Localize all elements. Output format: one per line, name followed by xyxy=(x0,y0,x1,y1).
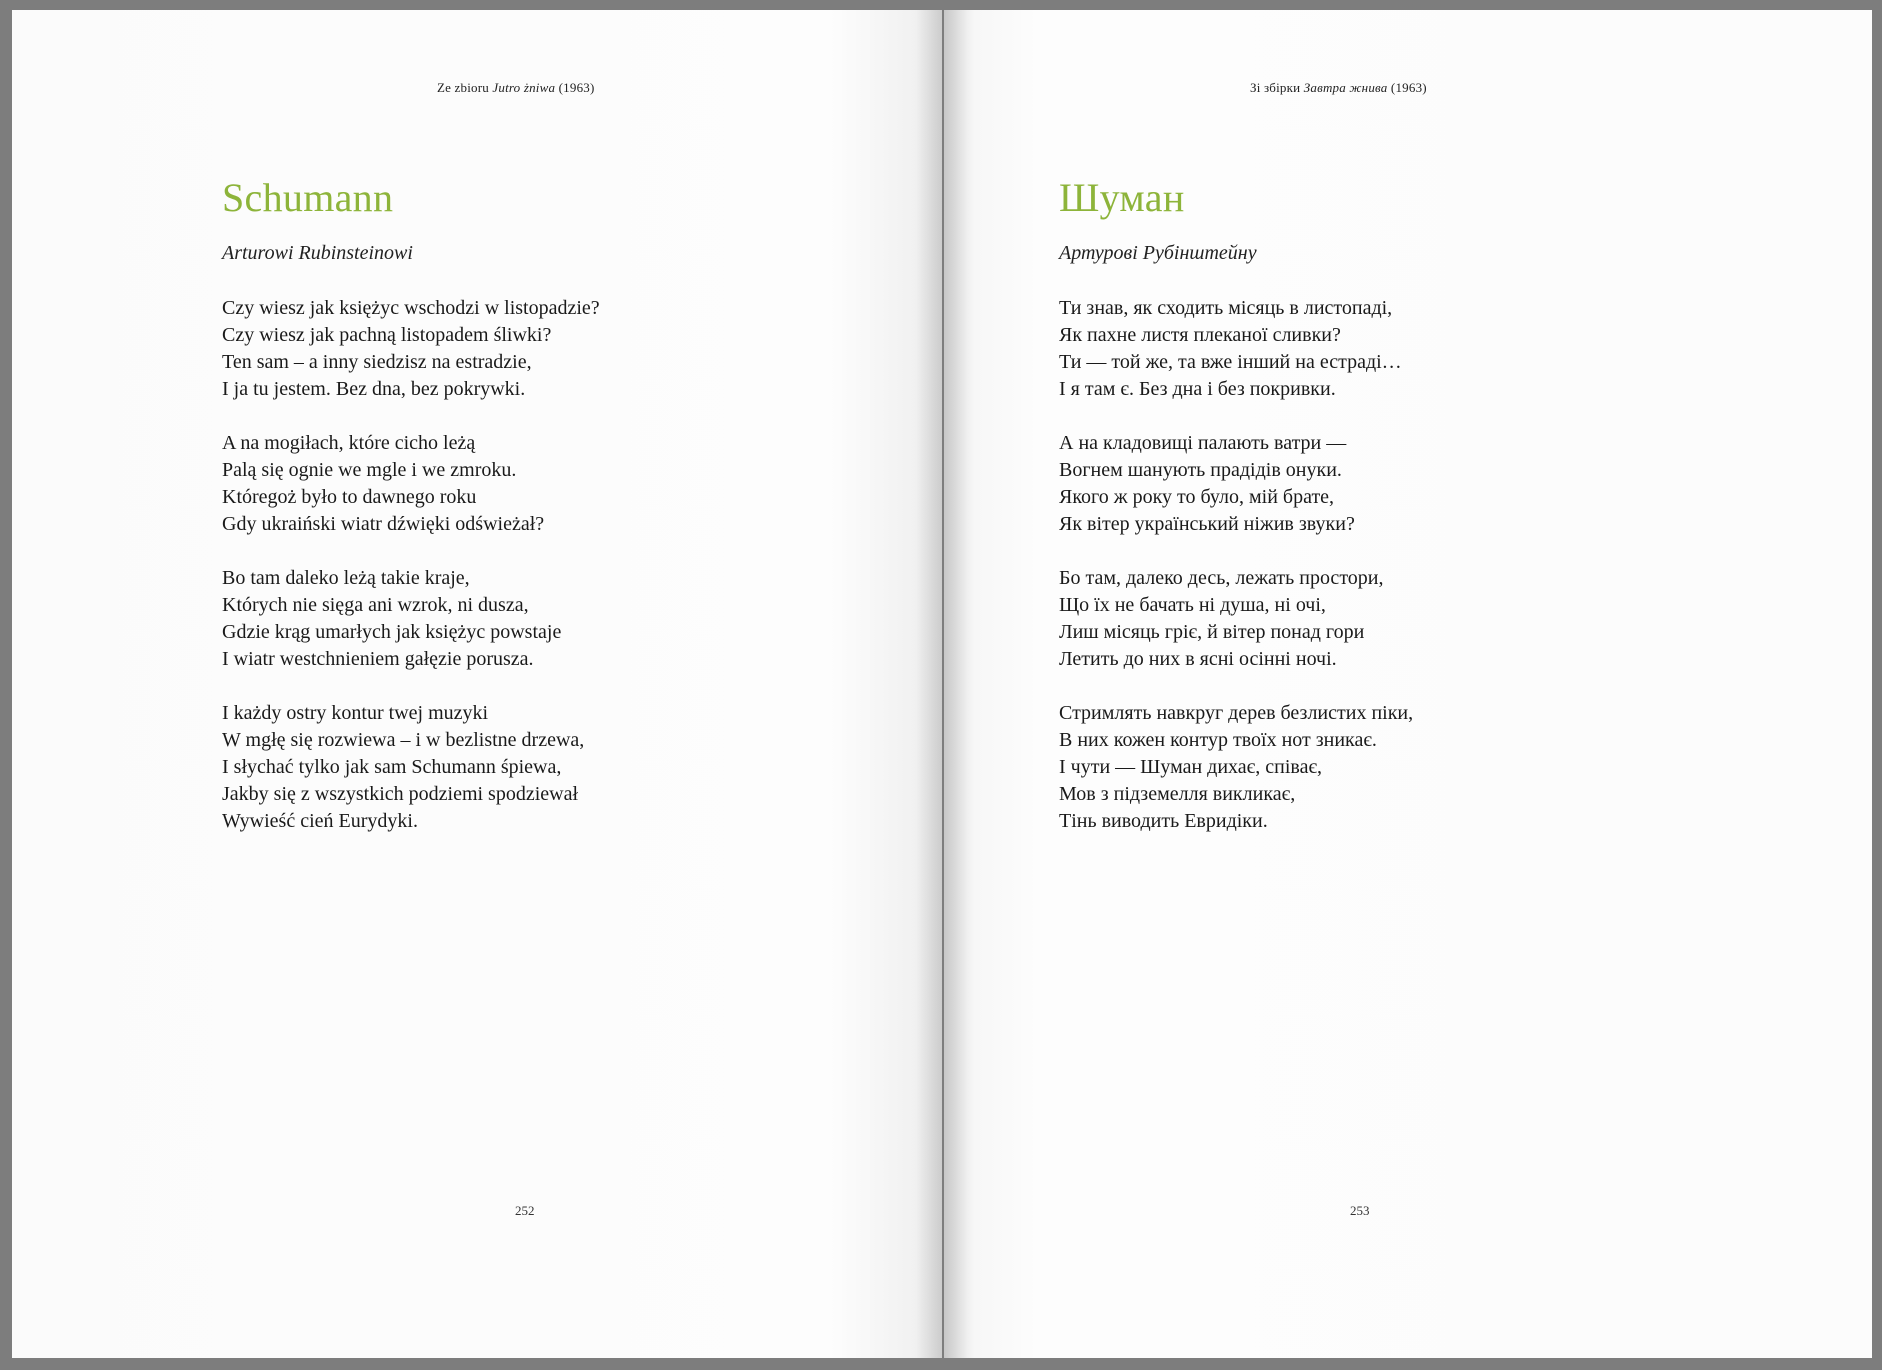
dedication-right: Артурові Рубінштейну xyxy=(1059,242,1257,264)
stanza xyxy=(1059,295,1413,403)
poem-line: I ja tu jestem. Bez dna, bez pokrywki. xyxy=(222,378,526,400)
poem-line: Що їх не бачать ні душа, ні очі, xyxy=(1059,594,1326,616)
poem-line: І я там є. Без дна і без покривки. xyxy=(1059,378,1336,400)
running-head-year: (1963) xyxy=(555,80,595,95)
poem-line: Лиш місяць гріє, й вітер понад гори xyxy=(1059,621,1365,643)
running-head-right xyxy=(1250,80,1427,96)
poem-line: Gdy ukraiński wiatr dźwięki odświeżał? xyxy=(222,513,545,535)
running-head-left xyxy=(437,80,595,96)
poem-title-left: Schumann xyxy=(222,175,394,220)
poem-line: Летить до них в ясні осінні ночі. xyxy=(1059,648,1337,670)
poem-line: Palą się ognie we mgle i we zmroku. xyxy=(222,459,517,481)
dedication-left: Arturowi Rubinsteinowi xyxy=(222,242,413,264)
poem-line: Мов з підземелля викликає, xyxy=(1059,783,1296,805)
poem-line: I każdy ostry kontur twej muzyki xyxy=(222,702,489,724)
poem-line: В них кожен контур твоїх нот зникає. xyxy=(1059,729,1377,751)
page-number-left: 252 xyxy=(515,1203,535,1218)
poem-line: I słychać tylko jak sam Schumann śpiewa, xyxy=(222,756,562,778)
poem-line: Вогнем шанують прадідів онуки. xyxy=(1059,459,1342,481)
poem-line: Czy wiesz jak księżyc wschodzi w listopadzie? xyxy=(222,297,600,319)
poem-line: Czy wiesz jak pachną listopadem śliwki? xyxy=(222,324,552,346)
poem-line: Jakby się z wszystkich podziemi spodziewał xyxy=(222,783,579,805)
poem-line: Як пахне листя плеканої сливки? xyxy=(1059,324,1341,346)
poem-line: Тінь виводить Евридіки. xyxy=(1059,810,1268,832)
poem-line: А на кладовищі палають ватри — xyxy=(1059,432,1347,454)
poem-text-left xyxy=(222,295,600,862)
stanza xyxy=(1059,565,1413,673)
running-head-prefix: Зі збірки xyxy=(1250,80,1304,95)
poem-line: Стримлять навкруг дерев безлистих піки, xyxy=(1059,702,1414,724)
poem-line: Ти знав, як сходить місяць в листопаді, xyxy=(1059,297,1393,319)
poem-line: W mgłę się rozwiewa – i w bezlistne drzewa, xyxy=(222,729,585,751)
poem-line: Których nie sięga ani wzrok, ni dusza, xyxy=(222,594,529,616)
poem-line: I wiatr westchnieniem gałęzie porusza. xyxy=(222,648,534,670)
book-spread xyxy=(12,10,1872,1358)
running-head-year: (1963) xyxy=(1387,80,1427,95)
poem-line: Ти — той же, та вже інший на естраді… xyxy=(1059,351,1402,373)
stanza xyxy=(222,700,600,835)
poem-line: Як вітер український ніжив звуки? xyxy=(1059,513,1355,535)
poem-line: Ten sam – a inny siedzisz na estradzie, xyxy=(222,351,532,373)
right-page xyxy=(944,10,1872,1358)
running-head-book-title: Завтра жнива xyxy=(1303,80,1388,95)
poem-text-right xyxy=(1059,295,1413,862)
running-head-book-title: Jutro żniwa xyxy=(492,80,556,95)
poem-title-right: Шуман xyxy=(1059,175,1185,220)
left-page xyxy=(12,10,942,1358)
stanza xyxy=(222,295,600,403)
page-number-right: 253 xyxy=(1350,1203,1370,1218)
poem-line: І чути — Шуман дихає, співає, xyxy=(1059,756,1323,778)
poem-line: Бо там, далеко десь, лежать простори, xyxy=(1059,567,1384,589)
poem-line: Któregoż było to dawnego roku xyxy=(222,486,477,508)
poem-line: Wywieść cień Eurydyki. xyxy=(222,810,418,832)
stanza xyxy=(1059,430,1413,538)
poem-line: Bo tam daleko leżą takie kraje, xyxy=(222,567,470,589)
stanza xyxy=(222,430,600,538)
poem-line: Якого ж року то було, мій брате, xyxy=(1059,486,1335,508)
running-head-prefix: Ze zbioru xyxy=(437,80,493,95)
stanza xyxy=(1059,700,1413,835)
stanza xyxy=(222,565,600,673)
poem-line: A na mogiłach, które cicho leżą xyxy=(222,432,476,454)
poem-line: Gdzie krąg umarłych jak księżyc powstaje xyxy=(222,621,562,643)
